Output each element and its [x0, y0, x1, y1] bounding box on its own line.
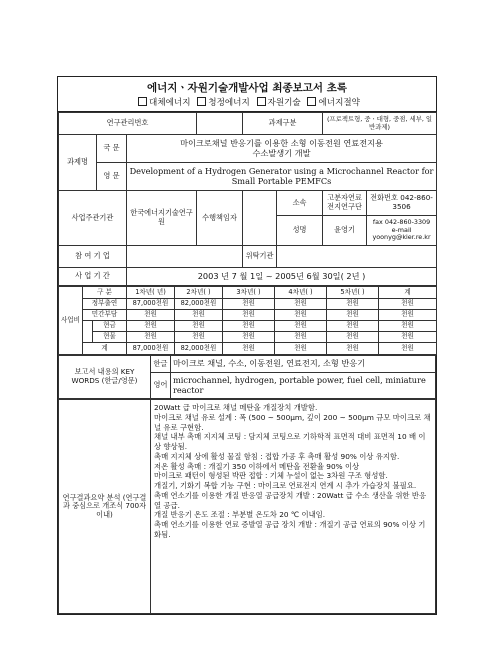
results-line: 개질기, 기화기 복합 기능 구현 : 마이크로 연료전지 연계 시 추가 가습장치 불필요. [154, 481, 417, 491]
budget-cell: 천원 [327, 332, 379, 343]
results-line: 개질 반응기 온도 조절 : 부분별 온도차 20 ℃ 이내임. [154, 510, 326, 520]
results-table [58, 399, 436, 614]
budget-cell: 천원 [175, 321, 223, 332]
keywords-eng-value: microchannel, hydrogen, portable power, fuel cell, miniature reactor [171, 373, 436, 399]
fax-label: fax [372, 217, 383, 226]
eng-title: Development of a Hydrogen Generator using a Microchannel Reactor for Small Portable PEMFCs [127, 163, 437, 191]
affil-label: 소속 [277, 191, 323, 216]
org-value: 한국에너지기술연구원 [127, 191, 197, 246]
keywords-eng-label: 영어 [151, 373, 171, 399]
checkbox-icon[interactable] [197, 97, 206, 106]
budget-row-label: 민간부담 [83, 310, 127, 321]
budget-header-4: 4차년( ) [275, 287, 327, 299]
budget-cell: 천원 [379, 321, 437, 332]
results-line: 촉매 연소기를 이용한 연료 증발열 공급 장치 개발 : 개질기 공급 연료의 90% 이상 기화됨. [154, 520, 426, 539]
budget-cell: 천원 [275, 321, 327, 332]
budget-cell: 천원 [275, 332, 327, 343]
checkbox-icon[interactable] [257, 97, 266, 106]
affil-value: 고분자연료전지연구단 [323, 191, 367, 216]
budget-cell: 천원 [175, 332, 223, 343]
budget-cell: 천원 [223, 321, 275, 332]
results-line: 채널 내부 촉매 지지체 코팅 : 담지체 코팅으로 기하학적 표면적 대비 표면적 10 배 이상 향상됨. [154, 432, 426, 452]
budget-cell: 천원 [223, 343, 275, 355]
budget-header-5: 5차년( ) [327, 287, 379, 299]
budget-row [59, 343, 437, 355]
period-value: 2003 년 7 월 1일 ~ 2005년 6월 30일( 2년 ) [127, 268, 437, 286]
budget-cell: 82,000천원 [175, 343, 223, 355]
keywords-label: 보고서 내용의 KEY WORDS (한글/영문) [59, 356, 151, 399]
budget-header-1: 1차년( 년) [127, 287, 175, 299]
budget-side-label: 사업비 [59, 287, 83, 355]
phone-label: 전화번호 [370, 193, 398, 203]
keywords-kor-label: 한글 [151, 356, 171, 373]
category-label: 대체에너지 [149, 98, 191, 108]
budget-cell: 82,000천원 [175, 299, 223, 310]
results-line: 20Watt 급 마이크로 채널 메탄올 개질장치 개발함. [154, 403, 318, 412]
budget-subgroup [83, 321, 93, 343]
category-checkboxes [58, 96, 436, 112]
budget-table [58, 286, 437, 355]
keywords-table [58, 355, 436, 399]
budget-cell: 천원 [327, 299, 379, 310]
results-line: 마이크로 채널 유로 설계 : 폭 (500 ~ 500μm, 깊이 200 ~ 500μm 규모 마이크로 채널 유로 구현함. [154, 412, 431, 432]
budget-cell: 천원 [379, 310, 437, 321]
mgmt-no-label: 연구관리번호 [59, 113, 197, 135]
lead-value [243, 191, 277, 246]
results-body [151, 400, 436, 614]
email-line [369, 227, 434, 242]
budget-header-6: 계 [379, 287, 437, 299]
category-label: 에너지절약 [318, 98, 360, 108]
budget-cell: 천원 [327, 310, 379, 321]
fax-value: 042-860-3309 [384, 217, 431, 226]
info-table [58, 112, 437, 286]
results-line: 마이크로 패턴이 형성된 박판 접합 : 기체 누설이 없는 3차원 구조 형성함. [154, 471, 388, 481]
budget-row [59, 310, 437, 321]
consign-label: 위탁기관 [243, 246, 277, 268]
budget-row [59, 321, 437, 332]
phone-cell [367, 191, 437, 216]
kor-title-label: 국 문 [97, 135, 127, 163]
email-label: e-mail [391, 225, 412, 234]
budget-cell: 천원 [275, 310, 327, 321]
lead-label: 수행책임자 [197, 191, 243, 246]
budget-header-2: 2차년( ) [175, 287, 223, 299]
results-line: 촉매 연소기를 이용한 개질 반응열 공급장치 개발 : 20Watt 급 수소 생산을 위한 반응열 공급. [154, 490, 427, 510]
budget-row-label: 현물 [93, 332, 127, 343]
budget-cell: 천원 [127, 321, 175, 332]
results-line: 저온 활성 촉매 : 개질기 350 이하에서 메탄올 전환율 90% 이상 [154, 461, 360, 471]
budget-header-3: 3차년( ) [223, 287, 275, 299]
budget-cell: 천원 [275, 299, 327, 310]
budget-cell: 87,000천원 [127, 343, 175, 355]
eng-title-label: 영 문 [97, 163, 127, 191]
budget-cell: 천원 [327, 321, 379, 332]
mgmt-no-value [197, 113, 243, 135]
budget-row-label: 현금 [93, 321, 127, 332]
keywords-kor-value: 마이크로 채널, 수소, 이동전원, 연료전지, 소형 반응기 [171, 356, 436, 373]
checkbox-icon[interactable] [138, 97, 147, 106]
consign-value [277, 246, 437, 268]
budget-cell: 천원 [379, 332, 437, 343]
budget-header-0: 구 분 [83, 287, 127, 299]
budget-cell: 천원 [379, 299, 437, 310]
class-label: 과제구분 [243, 113, 323, 135]
name-label: 성명 [277, 216, 323, 246]
category-label: 청정에너지 [208, 98, 250, 108]
budget-row-label: 정부출연 [83, 299, 127, 310]
kor-title-line2: 수소발생기 개발 [252, 147, 311, 158]
budget-cell: 천원 [223, 310, 275, 321]
budget-cell: 천원 [127, 332, 175, 343]
category-label: 자원기술 [267, 98, 301, 108]
report-title: 에너지ㆍ자원기술개발사업 최종보고서 초록 [146, 82, 348, 94]
budget-cell: 천원 [327, 343, 379, 355]
kor-title-line1: 마이크로채널 반응기를 이용한 소형 이동전원 연료전지용 [180, 137, 383, 148]
budget-cell: 천원 [223, 332, 275, 343]
results-label: 연구결과요약 분석 (연구결과 중심으로 개조식 700자이내) [59, 400, 151, 614]
period-label: 사 업 기 간 [59, 268, 127, 286]
results-line: 촉매 지지체 상에 활성 물질 함침 : 접합 가공 후 촉매 활성 90% 이상 유지함. [154, 451, 400, 461]
class-value: (프로젝트형, 중ㆍ대형, 중점, 세부, 일반과제) [323, 113, 437, 135]
budget-cell: 87,000천원 [127, 299, 175, 310]
participant-label: 참 여 기 업 [59, 246, 127, 268]
budget-cell: 천원 [223, 299, 275, 310]
budget-row [59, 299, 437, 310]
task-label: 과제명 [59, 135, 97, 191]
report-abstract-form [57, 76, 437, 615]
participant-value [127, 246, 243, 268]
phone-value: 042-860-3506 [392, 193, 433, 211]
email-value: yoonyg@kier.re.kr [372, 233, 431, 242]
budget-cell: 천원 [275, 343, 327, 355]
org-label: 사업주관기관 [59, 191, 127, 246]
kor-title [127, 135, 437, 163]
budget-cell: 천원 [175, 310, 223, 321]
checkbox-icon[interactable] [307, 97, 316, 106]
budget-cell: 천원 [127, 310, 175, 321]
name-value: 윤영기 [323, 216, 367, 246]
budget-cell: 천원 [379, 343, 437, 355]
budget-row-label: 계 [83, 343, 127, 355]
budget-row [59, 332, 437, 343]
contact-cell [367, 216, 437, 246]
